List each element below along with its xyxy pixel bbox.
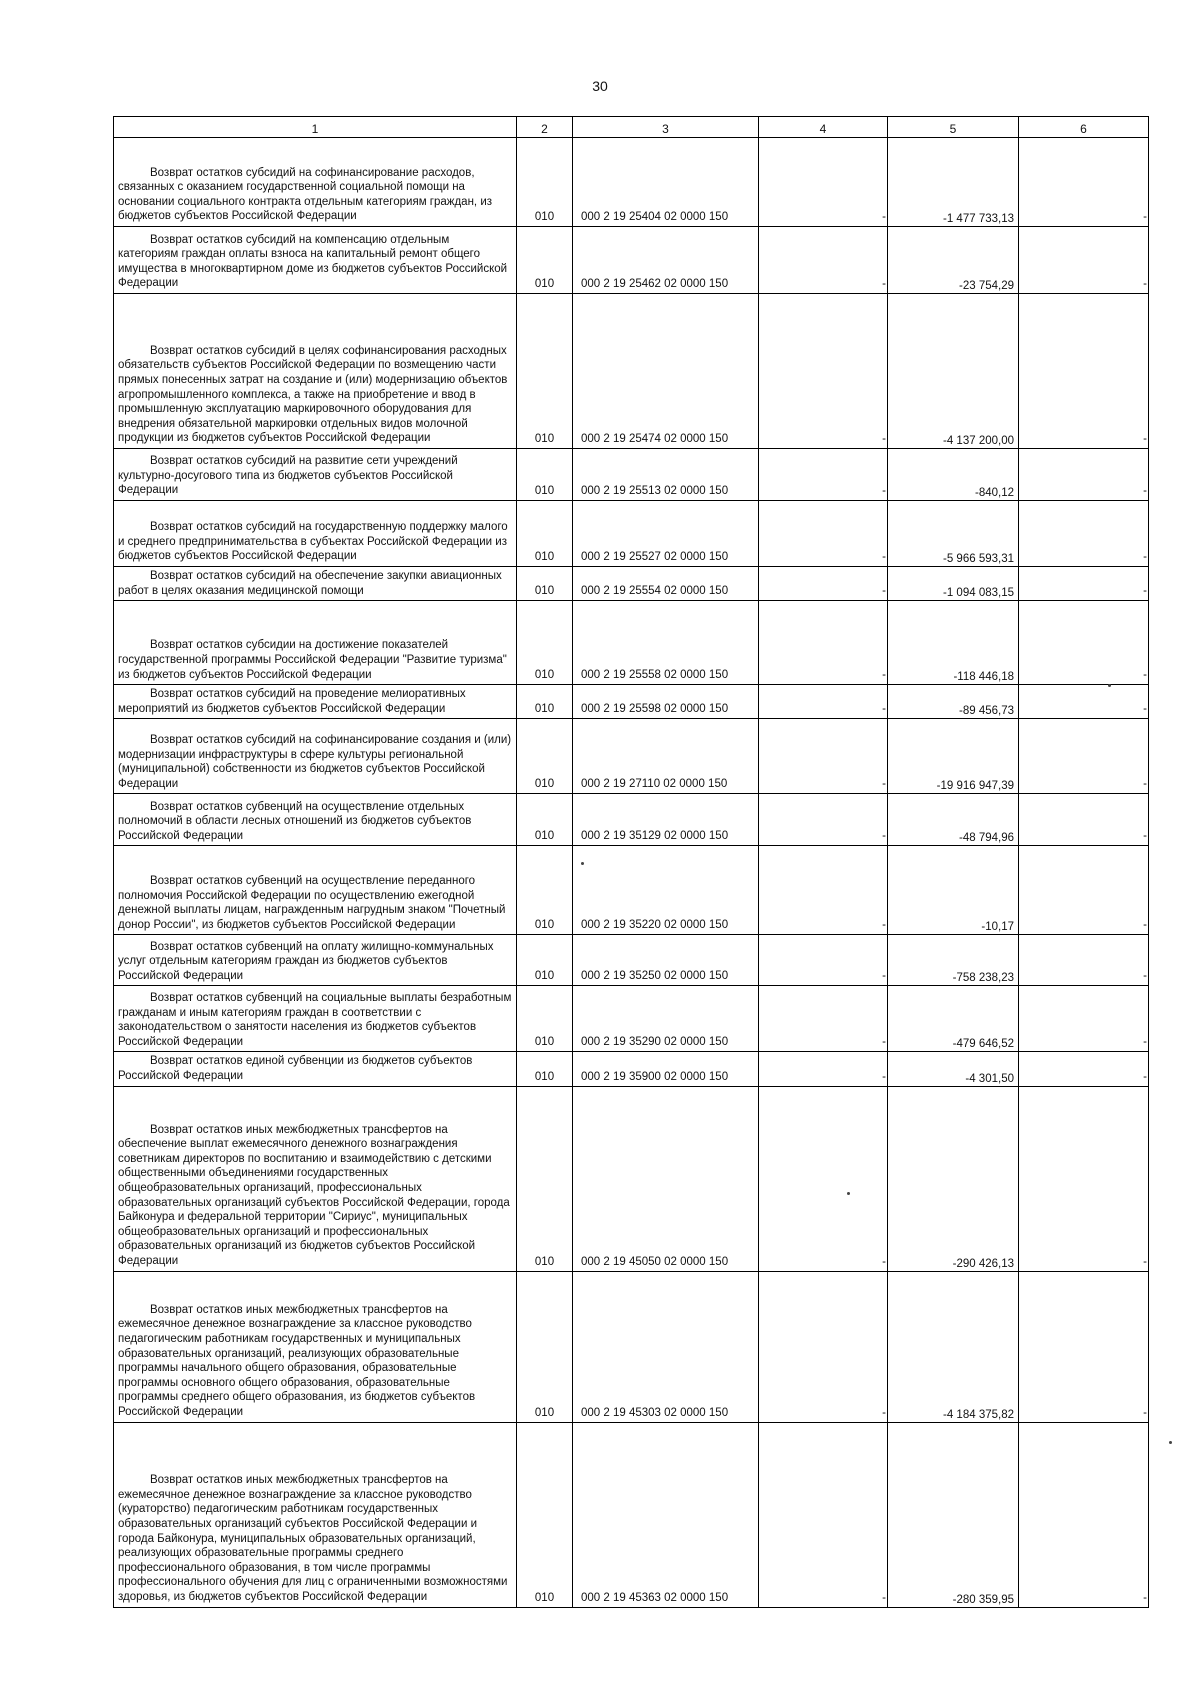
row-col4-cell: - <box>759 294 888 449</box>
scan-dot <box>847 1192 850 1195</box>
row-amount-cell: -5 966 593,31 <box>888 501 1019 567</box>
page-number: 30 <box>592 78 608 94</box>
table-row <box>114 1086 1149 1271</box>
row-name-cell: Возврат остатков субсидий на компенсацию отдельным категориям граждан оплаты взноса на капитальный ремонт общего имущества в многоквартирном доме из бюджетов субъектов Российской Федерации <box>114 227 517 294</box>
row-col4-cell: - <box>759 1086 888 1271</box>
row-col6-cell: - <box>1019 935 1149 986</box>
row-col6-cell: - <box>1019 294 1149 449</box>
row-kbk-cell: 000 2 19 25404 02 0000 150 <box>573 138 759 227</box>
row-amount-cell: -19 916 947,39 <box>888 719 1019 794</box>
row-col4-cell: - <box>759 227 888 294</box>
table-row <box>114 1271 1149 1422</box>
row-code-cell: 010 <box>517 794 573 846</box>
row-name-cell: Возврат остатков субсидий на развитие сети учреждений культурно-досугового типа из бюджетов субъектов Российской Федерации <box>114 449 517 501</box>
row-code-cell: 010 <box>517 986 573 1052</box>
row-col4-cell: - <box>759 601 888 685</box>
row-col4-cell: - <box>759 567 888 601</box>
table-row <box>114 935 1149 986</box>
row-col6-cell: - <box>1019 719 1149 794</box>
report-table <box>113 116 1149 1608</box>
row-code-cell: 010 <box>517 846 573 935</box>
row-col6-cell: - <box>1019 1052 1149 1086</box>
table-row <box>114 601 1149 685</box>
row-name-cell: Возврат остатков субсидий на софинансирование расходов, связанных с оказанием государственной социальной помощи на основании социального контракта отдельным категориям граждан, из бюджетов субъектов Российской Федерации <box>114 138 517 227</box>
row-col4-cell: - <box>759 794 888 846</box>
row-name-cell: Возврат остатков субсидий на обеспечение закупки авиационных работ в целях оказания медицинской помощи <box>114 567 517 601</box>
row-code-cell: 010 <box>517 1422 573 1607</box>
row-col6-cell: - <box>1019 567 1149 601</box>
row-amount-cell: -10,17 <box>888 846 1019 935</box>
column-header: 4 <box>759 117 888 138</box>
row-code-cell: 010 <box>517 138 573 227</box>
row-name-cell: Возврат остатков субсидий на государственную поддержку малого и среднего предпринимательства в субъектах Российской Федерации из бюджетов субъектов Российской Федерации <box>114 501 517 567</box>
table-row <box>114 501 1149 567</box>
row-amount-cell: -280 359,95 <box>888 1422 1019 1607</box>
row-code-cell: 010 <box>517 1086 573 1271</box>
row-code-cell: 010 <box>517 227 573 294</box>
row-code-cell: 010 <box>517 601 573 685</box>
row-col6-cell: - <box>1019 846 1149 935</box>
row-code-cell: 010 <box>517 719 573 794</box>
row-kbk-cell: 000 2 19 35900 02 0000 150 <box>573 1052 759 1086</box>
row-kbk-cell: 000 2 19 45303 02 0000 150 <box>573 1271 759 1422</box>
row-col4-cell: - <box>759 501 888 567</box>
table-row <box>114 685 1149 719</box>
row-name-cell: Возврат остатков субсидии на достижение показателей государственной программы Российской Федерации "Развитие туризма" из бюджетов субъектов Российской Федерации <box>114 601 517 685</box>
row-name-cell: Возврат остатков иных межбюджетных трансфертов на ежемесячное денежное вознаграждение за классное руководство педагогическим работникам государственных и муниципальных образовательных организаций, реализующих образовательные программы начального общего образования, образовательные программы основного общего образования, образовательные программы среднего общего образования, из бюджетов субъектов Российской Федерации <box>114 1271 517 1422</box>
row-kbk-cell: 000 2 19 25513 02 0000 150 <box>573 449 759 501</box>
row-kbk-cell: 000 2 19 27110 02 0000 150 <box>573 719 759 794</box>
row-code-cell: 010 <box>517 567 573 601</box>
row-kbk-cell: 000 2 19 25558 02 0000 150 <box>573 601 759 685</box>
row-col6-cell: - <box>1019 685 1149 719</box>
row-col4-cell: - <box>759 986 888 1052</box>
table-row <box>114 294 1149 449</box>
table-header-row <box>114 117 1149 138</box>
row-kbk-cell: 000 2 19 25474 02 0000 150 <box>573 294 759 449</box>
row-col4-cell: - <box>759 1052 888 1086</box>
row-kbk-cell: 000 2 19 25598 02 0000 150 <box>573 685 759 719</box>
row-name-cell: Возврат остатков субсидий на проведение мелиоративных мероприятий из бюджетов субъектов Российской Федерации <box>114 685 517 719</box>
row-col4-cell: - <box>759 685 888 719</box>
row-col4-cell: - <box>759 449 888 501</box>
row-amount-cell: -23 754,29 <box>888 227 1019 294</box>
table-row <box>114 846 1149 935</box>
row-name-cell: Возврат остатков субвенций на осуществление переданного полномочия Российской Федерации по осуществлению ежегодной денежной выплаты лицам, награжденным нагрудным знаком "Почетный донор России", из бюджетов субъектов Российской Федерации <box>114 846 517 935</box>
row-code-cell: 010 <box>517 935 573 986</box>
row-col6-cell: - <box>1019 1271 1149 1422</box>
row-name-cell: Возврат остатков иных межбюджетных трансфертов на обеспечение выплат ежемесячного денежного вознаграждения советникам директоров по воспитанию и взаимодействию с детскими общественными объединениями государственных общеобразовательных организаций, профессиональных образовательных организаций субъектов Российской Федерации, города Байконура и федеральной территории "Сириус", муниципальных общеобразовательных организаций и профессиональных образовательных организаций из бюджетов субъектов Российской Федерации <box>114 1086 517 1271</box>
column-header: 3 <box>573 117 759 138</box>
row-col4-cell: - <box>759 846 888 935</box>
row-col4-cell: - <box>759 1422 888 1607</box>
table-row <box>114 227 1149 294</box>
row-kbk-cell: 000 2 19 25462 02 0000 150 <box>573 227 759 294</box>
row-amount-cell: -840,12 <box>888 449 1019 501</box>
row-name-cell: Возврат остатков субвенций на оплату жилищно-коммунальных услуг отдельным категориям граждан из бюджетов субъектов Российской Федерации <box>114 935 517 986</box>
row-kbk-cell: 000 2 19 35220 02 0000 150 <box>573 846 759 935</box>
row-kbk-cell: 000 2 19 45363 02 0000 150 <box>573 1422 759 1607</box>
scan-dot <box>1169 1441 1172 1444</box>
table-row <box>114 986 1149 1052</box>
row-code-cell: 010 <box>517 1271 573 1422</box>
column-header: 5 <box>888 117 1019 138</box>
row-kbk-cell: 000 2 19 35250 02 0000 150 <box>573 935 759 986</box>
row-amount-cell: -1 094 083,15 <box>888 567 1019 601</box>
table-row <box>114 719 1149 794</box>
table-row <box>114 1422 1149 1607</box>
row-code-cell: 010 <box>517 449 573 501</box>
row-col6-cell: - <box>1019 794 1149 846</box>
row-name-cell: Возврат остатков субвенций на осуществление отдельных полномочий в области лесных отношений из бюджетов субъектов Российской Федерации <box>114 794 517 846</box>
row-amount-cell: -4 301,50 <box>888 1052 1019 1086</box>
table-row <box>114 449 1149 501</box>
row-name-cell: Возврат остатков субсидий на софинансирование создания и (или) модернизации инфраструктуры в сфере культуры региональной (муниципальной) собственности из бюджетов субъектов Российской Федерации <box>114 719 517 794</box>
column-header: 6 <box>1019 117 1149 138</box>
row-code-cell: 010 <box>517 1052 573 1086</box>
row-col6-cell: - <box>1019 227 1149 294</box>
row-col6-cell: - <box>1019 1086 1149 1271</box>
row-amount-cell: -4 137 200,00 <box>888 294 1019 449</box>
row-kbk-cell: 000 2 19 25554 02 0000 150 <box>573 567 759 601</box>
row-kbk-cell: 000 2 19 35129 02 0000 150 <box>573 794 759 846</box>
row-amount-cell: -4 184 375,82 <box>888 1271 1019 1422</box>
row-kbk-cell: 000 2 19 35290 02 0000 150 <box>573 986 759 1052</box>
table-row <box>114 1052 1149 1086</box>
row-amount-cell: -118 446,18 <box>888 601 1019 685</box>
row-col4-cell: - <box>759 138 888 227</box>
scan-dot <box>581 862 584 865</box>
column-header: 1 <box>114 117 517 138</box>
row-col6-cell: - <box>1019 449 1149 501</box>
row-col6-cell: - <box>1019 986 1149 1052</box>
row-name-cell: Возврат остатков субвенций на социальные выплаты безработным гражданам и иным категориям граждан в соответствии с законодательством о занятости населения из бюджетов субъектов Российской Федерации <box>114 986 517 1052</box>
row-kbk-cell: 000 2 19 45050 02 0000 150 <box>573 1086 759 1271</box>
row-amount-cell: -479 646,52 <box>888 986 1019 1052</box>
row-amount-cell: -1 477 733,13 <box>888 138 1019 227</box>
table-row <box>114 794 1149 846</box>
row-code-cell: 010 <box>517 294 573 449</box>
row-kbk-cell: 000 2 19 25527 02 0000 150 <box>573 501 759 567</box>
row-col4-cell: - <box>759 1271 888 1422</box>
row-name-cell: Возврат остатков субсидий в целях софинансирования расходных обязательств субъектов Российской Федерации по возмещению части прямых понесенных затрат на создание и (или) модернизацию объектов агропромышленного комплекса, а также на приобретение и ввод в промышленную эксплуатацию маркировочного оборудования для внедрения обязательной маркировки отдельных видов молочной продукции из бюджетов субъектов Российской Федерации <box>114 294 517 449</box>
row-col6-cell: - <box>1019 138 1149 227</box>
scan-dot <box>1108 684 1111 687</box>
row-col6-cell: - <box>1019 501 1149 567</box>
row-code-cell: 010 <box>517 501 573 567</box>
row-amount-cell: -48 794,96 <box>888 794 1019 846</box>
row-name-cell: Возврат остатков иных межбюджетных трансфертов на ежемесячное денежное вознаграждение за классное руководство (кураторство) педагогическим работникам государственных образовательных организаций субъектов Российской Федерации и города Байконура, муниципальных образовательных организаций, реализующих образовательные программы среднего профессионального образования, в том числе программы профессионального обучения для лиц с ограниченными возможностями здоровья, из бюджетов субъектов Российской Федерации <box>114 1422 517 1607</box>
row-col6-cell: - <box>1019 1422 1149 1607</box>
row-amount-cell: -290 426,13 <box>888 1086 1019 1271</box>
row-name-cell: Возврат остатков единой субвенции из бюджетов субъектов Российской Федерации <box>114 1052 517 1086</box>
row-amount-cell: -758 238,23 <box>888 935 1019 986</box>
row-code-cell: 010 <box>517 685 573 719</box>
column-header: 2 <box>517 117 573 138</box>
row-col4-cell: - <box>759 719 888 794</box>
row-amount-cell: -89 456,73 <box>888 685 1019 719</box>
table-row <box>114 138 1149 227</box>
row-col6-cell: - <box>1019 601 1149 685</box>
table-row <box>114 567 1149 601</box>
row-col4-cell: - <box>759 935 888 986</box>
